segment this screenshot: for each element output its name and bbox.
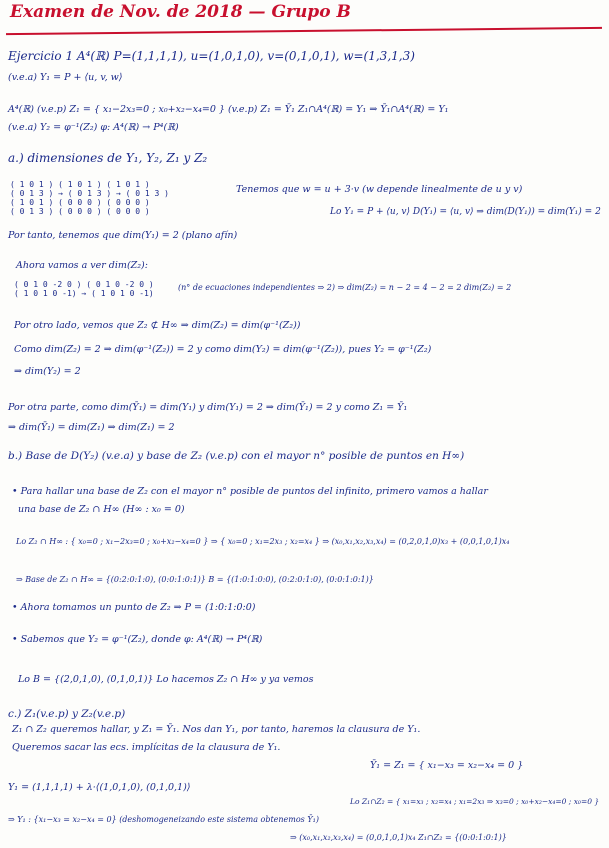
- line-l30: ⇒ Y₁ : {x₁−x₃ = x₂−x₄ = 0} (deshomogeneizando este sistema obtenemos Ȳ₁): [8, 815, 319, 824]
- line-l22: • Sabemos que Y₂ = φ⁻¹(Z₂), donde φ: A⁴(ℝ) → P⁴(ℝ): [12, 634, 263, 645]
- line-l10: (n° de ecuaciones independientes ⇒ 2) ⇒ dim(Z₂) = n − 2 = 4 − 2 = 2 dim(Z₂) = 2: [178, 283, 512, 292]
- line-l25: Z₁ ∩ Z₂ queremos hallar, y Z₁ = Ȳ₁. Nos dan Y₁, por tanto, haremos la clausura de Y₁.: [12, 724, 421, 735]
- line-l6: Tenemos que w = u + 3·v (w depende linealmente de u y v): [236, 184, 523, 195]
- line-l23: Lo B = {(2,0,1,0), (0,1,0,1)} Lo hacemos Z₂ ∩ H∞ y ya vemos: [18, 674, 314, 685]
- line-l1: Ejercicio 1 A⁴(ℝ) P=(1,1,1,1), u=(1,0,1,0), v=(0,1,0,1), w=(1,3,1,3): [8, 49, 415, 63]
- line-l18: una base de Z₂ ∩ H∞ (H∞ : x₀ = 0): [18, 504, 185, 515]
- line-l29: Lo Z₁∩Z₂ = { x₁=x₃ ; x₂=x₄ ; x₁=2x₃ ⇒ x₃=0 ; x₀+x₂−x₄=0 ; x₀=0 }: [350, 797, 600, 806]
- section-c-heading: c.) Z₁(v.e.p) y Z₂(v.e.p): [8, 708, 126, 720]
- line-l28: Y₁ = (1,1,1,1) + λ·⟨(1,0,1,0), (0,1,0,1)⟩: [8, 782, 191, 793]
- line-l13: ⇒ dim(Y₂) = 2: [14, 366, 81, 377]
- section-b-heading: b.) Base de D(Y₂) (v.e.a) y base de Z₂ (v.e.p) con el mayor n° posible de puntos en H∞): [8, 450, 465, 462]
- line-l31: ⇒ (x₀,x₁,x₂,x₃,x₄) = (0,0,1,0,1)x₄ Z₁∩Z₂ = {(0:0:1:0:1)}: [290, 833, 507, 842]
- line-l19: Lo Z₂ ∩ H∞ : { x₀=0 ; x₁−2x₃=0 ; x₀+x₂−x₄=0 } ⇒ { x₀=0 ; x₁=2x₃ ; x₂=x₄ } ⇒ (x₀,x₁,x₂,x₃,x₄) = (0,2,0,1,0)x₃ + (0,0,1,0,1)x₄: [16, 537, 510, 546]
- section-a-heading: a.) dimensiones de Y₁, Y₂, Z₁ y Z₂: [8, 151, 208, 165]
- page-title: Examen de Nov. de 2018 — Grupo B: [10, 2, 351, 22]
- line-l9: Ahora vamos a ver dim(Z₂):: [16, 260, 148, 271]
- matrix-b: ( 0 1 0 -2 0 ) ( 0 1 0 -2 0 ) ( 1 0 1 0 -1) → ( 1 0 1 0 -1): [14, 280, 154, 298]
- line-l17: • Para hallar una base de Z₂ con el mayor n° posible de puntos del infinito, primero vamos a hallar: [12, 486, 488, 497]
- line-l7: Lo Y₁ = P + ⟨u, v⟩ D(Y₁) = ⟨u, v⟩ ⇒ dim(D(Y₁)) = dim(Y₁) = 2: [330, 207, 601, 217]
- line-l27: Ȳ₁ = Z₁ = { x₁−x₃ = x₂−x₄ = 0 }: [370, 760, 524, 771]
- line-l26: Queremos sacar las ecs. implícitas de la clausura de Y₁.: [12, 742, 281, 753]
- line-l15: ⇒ dim(Ȳ₁) = dim(Z₁) ⇒ dim(Z₁) = 2: [8, 422, 175, 433]
- line-l12: Como dim(Z₂) = 2 ⇒ dim(φ⁻¹(Z₂)) = 2 y como dim(Y₂) = dim(φ⁻¹(Z₂)), pues Y₂ = φ⁻¹(Z₂): [14, 344, 432, 355]
- line-l11: Por otro lado, vemos que Z₂ ⊄ H∞ ⇒ dim(Z₂) = dim(φ⁻¹(Z₂)): [14, 320, 301, 331]
- line-l4: (v.e.a) Y₂ = φ⁻¹(Z₂) φ: A⁴(ℝ) → P⁴(ℝ): [8, 122, 179, 133]
- title-underline: [6, 27, 602, 35]
- line-l8: Por tanto, tenemos que dim(Y₁) = 2 (plano afín): [8, 230, 238, 241]
- line-l21: • Ahora tomamos un punto de Z₂ ⇒ P = (1:0:1:0:0): [12, 602, 256, 613]
- line-l2: (v.e.a) Y₁ = P + ⟨u, v, w⟩: [8, 72, 123, 83]
- line-l3: A⁴(ℝ) (v.e.p) Z₁ = { x₁−2x₃=0 ; x₀+x₂−x₄=0 } (v.e.p) Z₁ = Ȳ₁ Z₁∩A⁴(ℝ) = Y₁ ⇒ Ȳ₁∩A⁴(ℝ) = Y₁: [8, 104, 449, 115]
- matrix-a: ( 1 0 1 ) ( 1 0 1 ) ( 1 0 1 ) ( 0 1 3 ) → ( 0 1 3 ) → ( 0 1 3 ) ( 1 0 1 ) ( 0 0 0 ) ( 0 0 0 ) ( 0 1 3 ) ( 0 0 0 ) ( 0 0 0 ): [10, 180, 169, 216]
- line-l20: ⇒ Base de Z₂ ∩ H∞ = {(0:2:0:1:0), (0:0:1:0:1)} B = {(1:0:1:0:0), (0:2:0:1:0), (0:0:1:0:1)}: [16, 575, 374, 584]
- line-l14: Por otra parte, como dim(Ȳ₁) = dim(Y₁) y dim(Y₁) = 2 ⇒ dim(Ȳ₁) = 2 y como Z₁ = Ȳ₁: [8, 402, 408, 413]
